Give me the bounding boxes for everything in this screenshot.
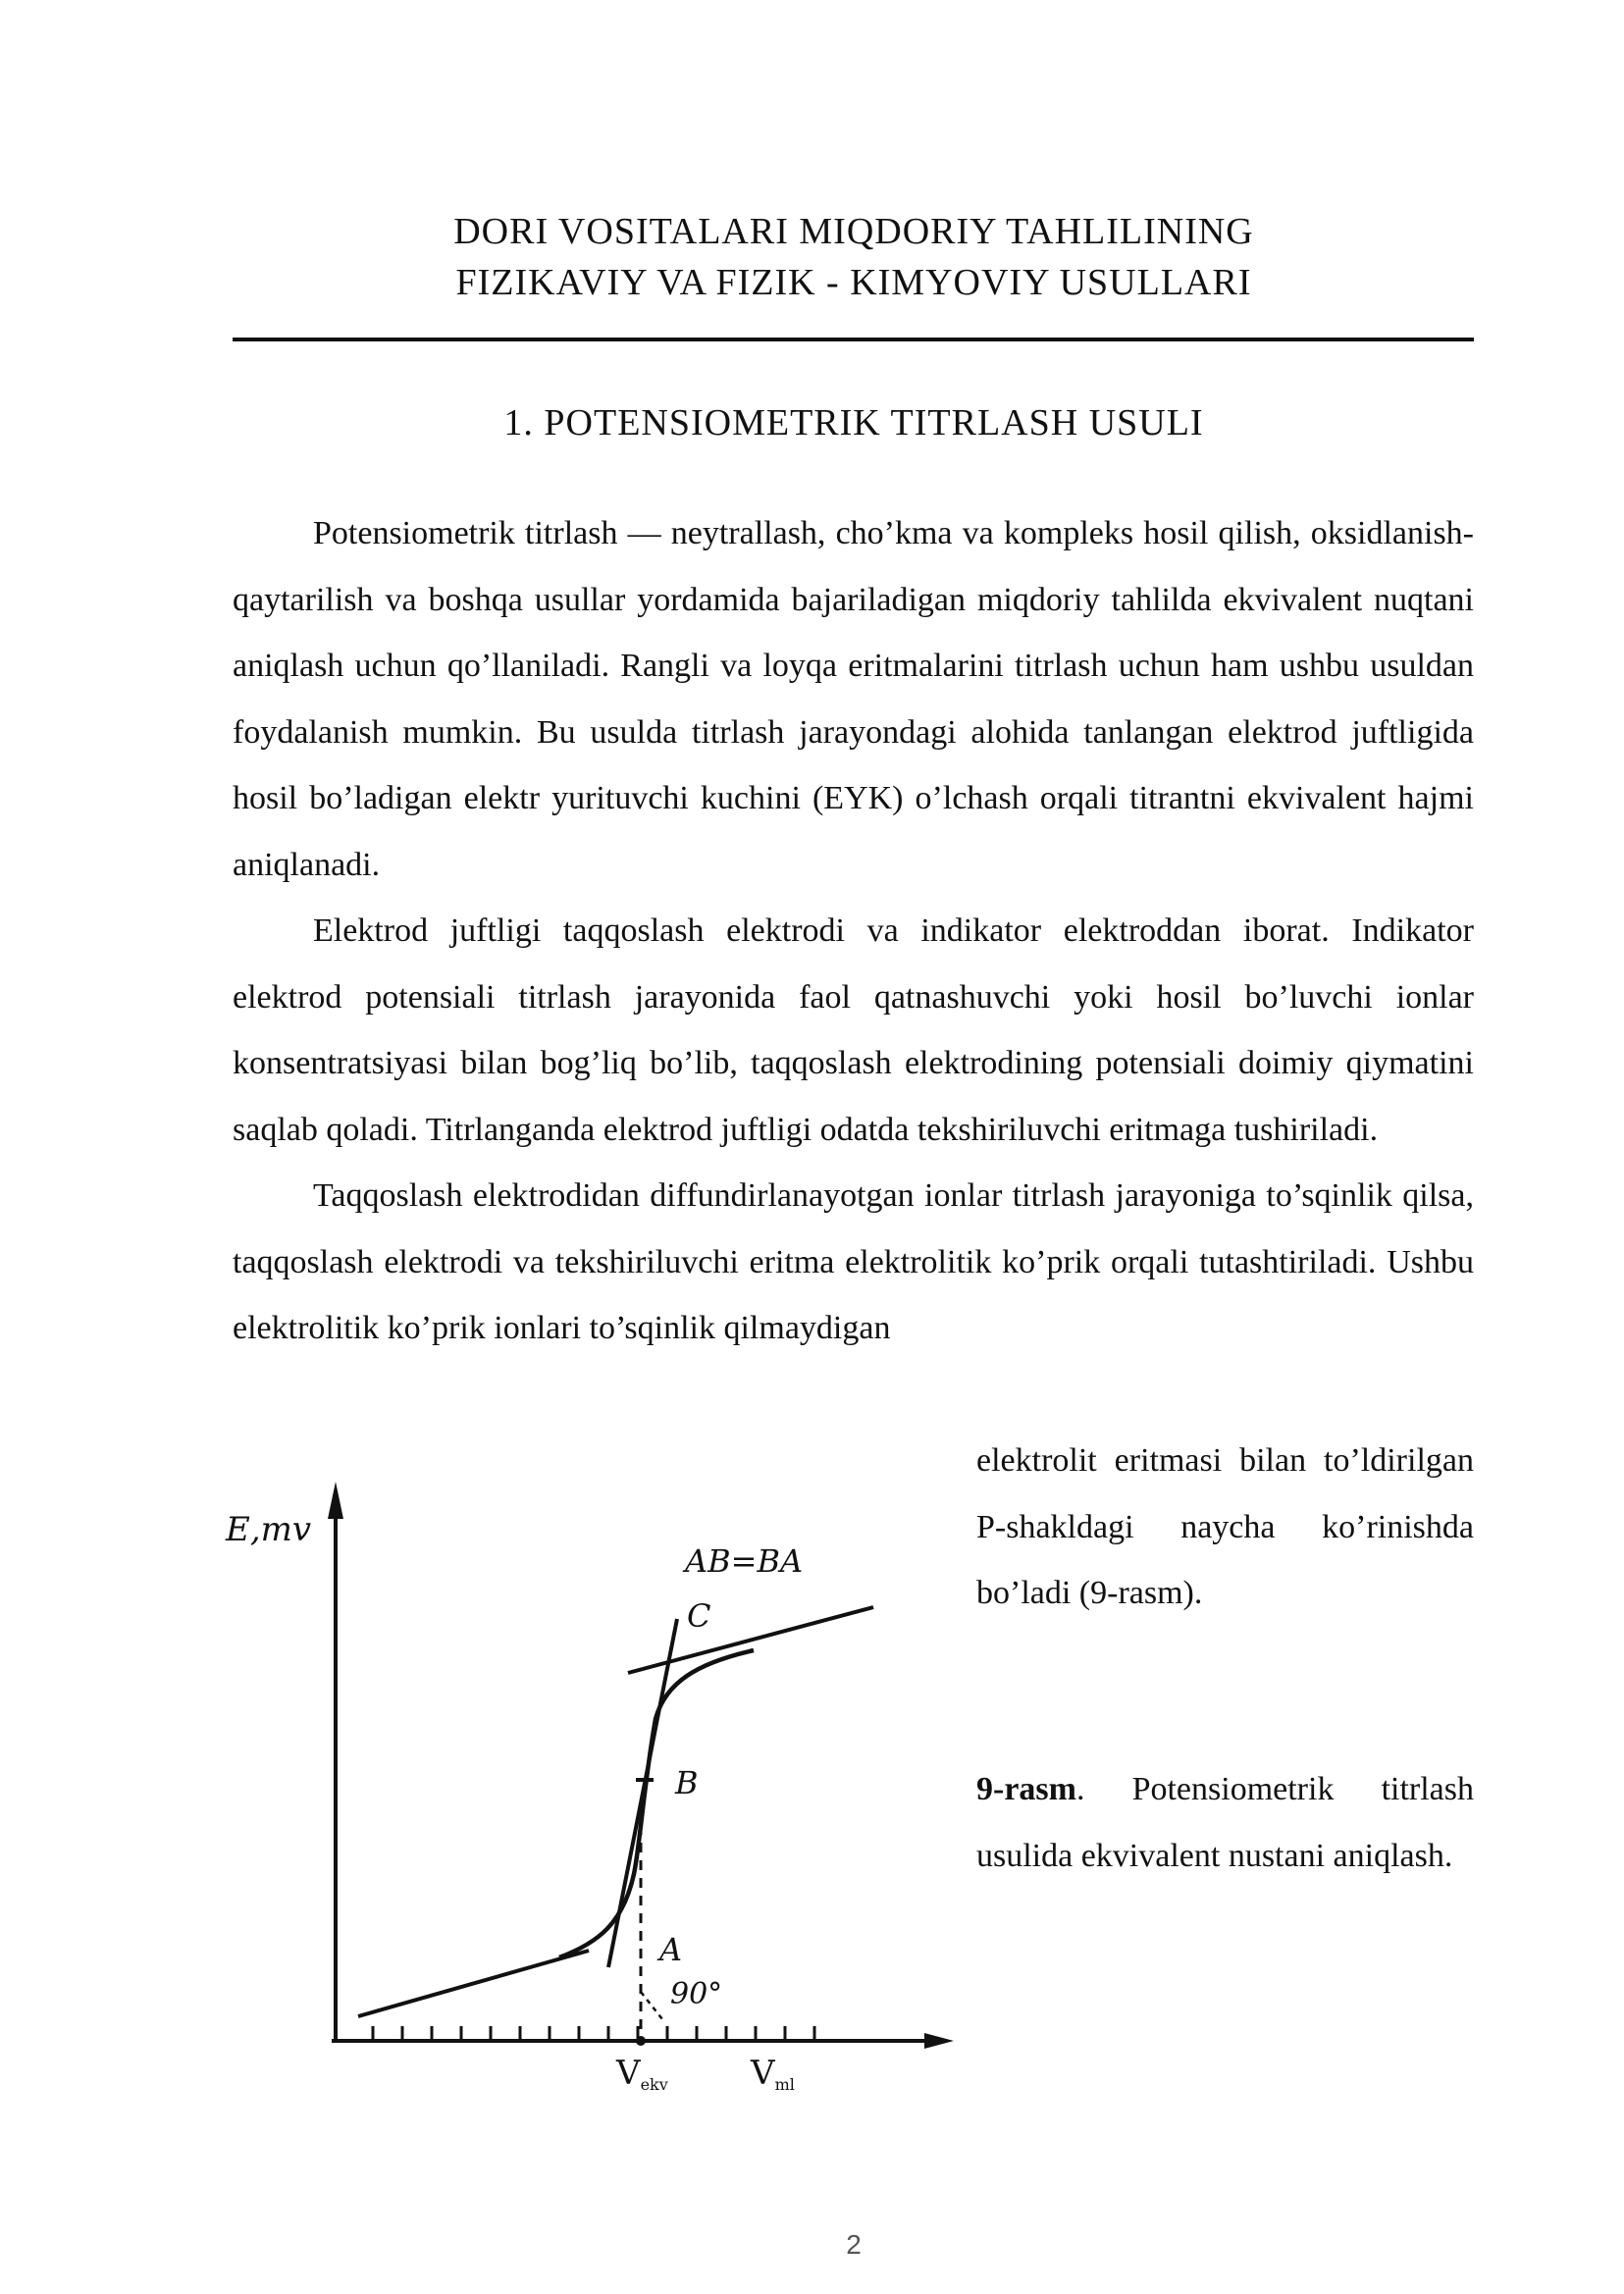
titration-curve-diagram: [216, 1462, 962, 2090]
title-divider: [233, 338, 1474, 341]
caption-label: 9-rasm: [976, 1771, 1076, 1807]
figure-caption: [976, 1756, 1474, 1889]
titration-figure: [216, 1462, 962, 2090]
point-b-label: B: [675, 1764, 699, 1801]
document-title: [0, 206, 1624, 308]
page-number: 2: [846, 2229, 862, 2260]
v-ekv-letter: V: [616, 2054, 641, 2090]
x-axis-ticks: [373, 2026, 814, 2041]
paragraph-1: Potensiometrik titrlash — neytrallash, cho’kma va kompleks hosil qilish, oksidlanish-qaytarilish va boshqa usullar yordamida bajariladigan miqdoriy tahlilda ekvivalent nuqtani aniqlash uchun qo’llaniladi. Rangli va loyqa eritmalarini titrlash uchun ham ushbu usuldan foydalanish mumkin. Bu usulda titrlash jarayondagi alohida tanlangan elektrod juftligida hosil bo’ladigan elektr yurituvchi kuchini (EYK) o’lchash orqali titrantni ekvivalent hajmi aniqlanadi.: [233, 515, 1474, 883]
side-text: [976, 1428, 1474, 1627]
upper-tangent-line: [628, 1607, 873, 1673]
x-axis-arrow: [924, 2033, 954, 2049]
lower-tangent-line: [358, 1951, 589, 2016]
title-line-2: FIZIKAVIY VA FIZIK - KIMYOVIY USULLARI: [455, 262, 1252, 303]
v-ml-label: [750, 2054, 795, 2090]
paragraph-3: Taqqoslash elektrodidan diffundirlanayotgan ionlar titrlash jarayoniga to’sqinlik qilsa, taqqoslash elektrodi va tekshiriluvchi eritma elektrolitik ko’prik orqali tutashtiriladi. Ushbu elektrolitik ko’prik ionlari to’sqinlik qilmaydigan: [233, 1177, 1474, 1346]
v-ekv-subscript: ekv: [640, 2075, 668, 2090]
body-text: [233, 500, 1474, 1362]
title-line-1: DORI VOSITALARI MIQDORIY TAHLILINING: [453, 211, 1254, 252]
equivalence-point-dot: [636, 2036, 646, 2046]
point-c-label: C: [687, 1597, 711, 1635]
paragraph-2: Elektrod juftligi taqqoslash elektrodi va indikator elektroddan iborat. Indikator elektrod potensiali titrlash jarayonida faol qatnashuvchi yoki hosil bo’luvchi ionlar konsentratsiyasi bilan bog’liq bo’lib, taqqoslash elektrodining potensiali doimiy qiymatini saqlab qoladi. Titrlanganda elektrod juftligi odatda tekshiriluvchi eritmaga tushiriladi.: [233, 912, 1474, 1148]
equation-label: AB=BA: [685, 1542, 804, 1580]
caption-text: . Potensiometrik titrlash usulida ekvivalent nustani aniqlash.: [976, 1771, 1474, 1874]
angle-label: 90°: [670, 1977, 723, 2011]
y-axis-label: E,mv: [226, 1510, 312, 1549]
v-ml-subscript: ml: [774, 2075, 795, 2090]
point-a-label: A: [659, 1931, 683, 1968]
side-paragraph: elektrolit eritmasi bilan to’ldirilgan P-shakldagi naycha ko’rinishda bo’ladi (9-rasm).: [976, 1442, 1474, 1611]
titration-curve: [559, 1650, 754, 1957]
v-ekv-label: [615, 2054, 668, 2090]
v-ml-letter: V: [751, 2054, 775, 2090]
y-axis-arrow: [328, 1482, 343, 1519]
section-title: 1. POTENSIOMETRIK TITRLASH USULI: [503, 402, 1204, 443]
angle-dashed-mark: [641, 1992, 662, 2019]
